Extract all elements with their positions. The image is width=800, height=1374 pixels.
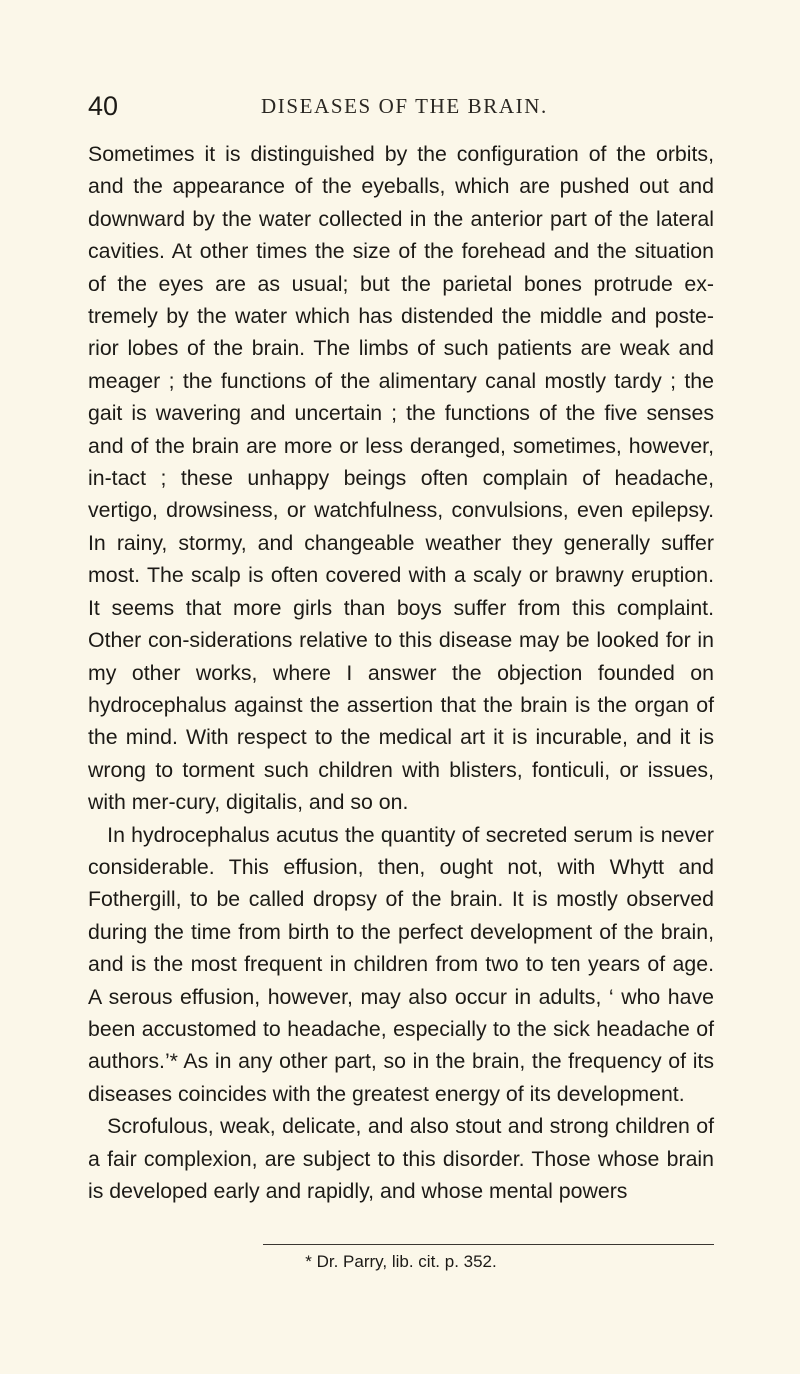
running-head: DISEASES OF THE BRAIN. bbox=[261, 94, 548, 118]
page-header bbox=[88, 86, 760, 126]
paragraph: Scrofulous, weak, delicate, and also stout and strong children of a fair complexion, are subject to this disorder. Those whose brain is developed early and rapidly, and whose mental powers bbox=[88, 1114, 714, 1203]
paragraph: In hydrocephalus acutus the quantity of secreted serum is never considerable. This effusion, then, ought not, with Whytt and Fothergill, to be called dropsy of the brain. It is mostly observed during the time from birth to the perfect development of the brain, and is the most frequent in children from two to ten years of age. A serous effusion, however, may also occur in adults, ‘ who have been accustomed to headache, especially to the sick headache of authors.’* As in any other part, so in the brain, the frequency of its diseases coincides with the greatest energy of its development. bbox=[88, 822, 714, 1106]
page-number: 40 bbox=[88, 91, 119, 121]
paragraph: Sometimes it is distinguished by the configuration of the orbits, and the appearance of the eyeballs, which are pushed out and downward by the water collected in the anterior part of the lateral cavities. At other times the size of the forehead and the situation of the eyes are as usual; but the parietal bones protrude ex-tremely by the water which has distended the middle and poste-rior lobes of the brain. The limbs of such patients are weak and meager ; the functions of the alimentary canal mostly tardy ; the gait is wavering and uncertain ; the functions of the five senses and of the brain are more or less deranged, sometimes, however, in-tact ; these unhappy beings often complain of headache, vertigo, drowsiness, or watchfulness, convulsions, even epilepsy. In rainy, stormy, and changeable weather they generally suffer most. The scalp is often covered with a scaly or brawny eruption. It seems that more girls than boys suffer from this complaint. Other con-siderations relative to this disease may be looked for in my other works, where I answer the objection founded on hydrocephalus against the assertion that the brain is the organ of the mind. With respect to the medical art it is incurable, and it is wrong to torment such children with blisters, fonticuli, or issues, with mer-cury, digitalis, and so on. bbox=[88, 142, 714, 815]
footnote-rule bbox=[263, 1244, 714, 1245]
footnote: * Dr. Parry, lib. cit. p. 352. bbox=[305, 1252, 497, 1271]
body-text bbox=[88, 138, 714, 1207]
